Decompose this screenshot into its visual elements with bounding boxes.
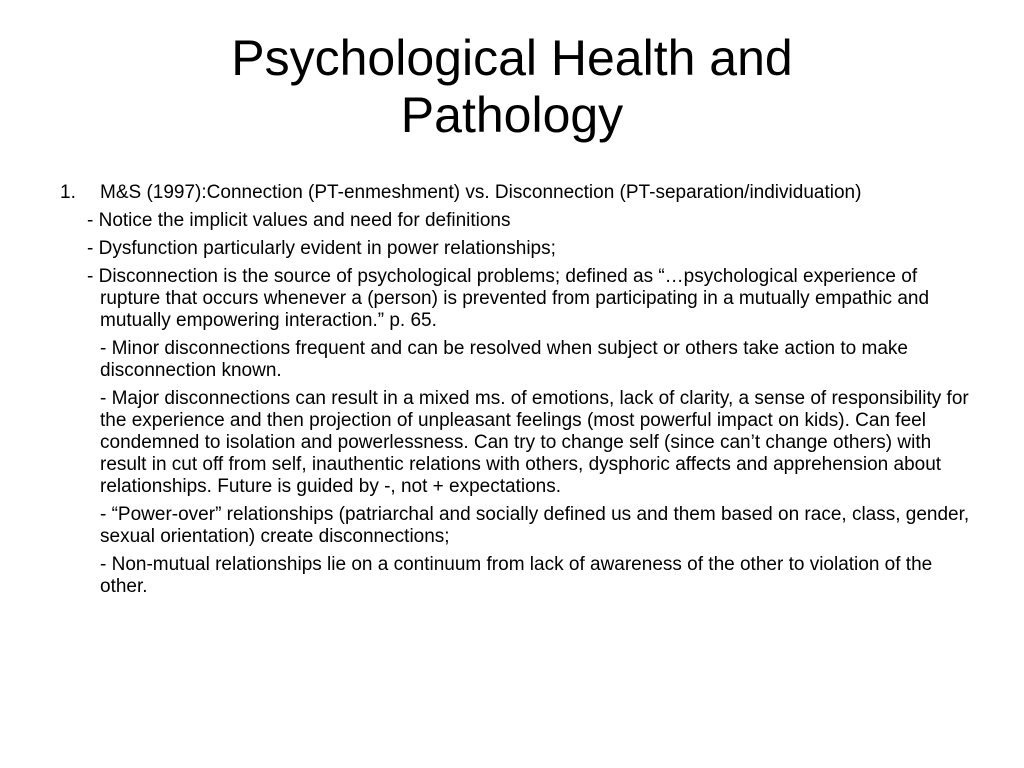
slide-title-line-2: Pathology (400, 87, 624, 143)
slide-title (0, 30, 1024, 144)
point-dysfunction-power: - Dysfunction particularly evident in power relationships; (87, 238, 556, 259)
subpoint-minor-disconnections: - Minor disconnections frequent and can be resolved when subject or others take action to make disconnection known. (100, 338, 908, 381)
subpoint-non-mutual: - Non-mutual relationships lie on a continuum from lack of awareness of the other to violation of the other. (100, 554, 933, 597)
list-item-text: M&S (1997):Connection (PT-enmeshment) vs. Disconnection (PT-separation/individuation) (100, 182, 862, 203)
list-item-1 (60, 182, 980, 204)
subpoint-power-over: - “Power-over” relationships (patriarchal and socially defined us and them based on race, class, gender, sexual orientation) create disconnections; (100, 504, 970, 547)
slide-body (60, 182, 980, 598)
slide-title-line-1: Psychological Health and (231, 30, 793, 86)
point-disconnection-source: - Disconnection is the source of psychological problems; defined as “…psychological experience of rupture that occurs whenever a (person) is prevented from participating in a mutually empathic and mutually empowering interaction.” p. 65. (87, 266, 930, 331)
subpoint-major-disconnections: - Major disconnections can result in a mixed ms. of emotions, lack of clarity, a sense of responsibility for the experience and then projection of unpleasant feelings (most powerful impact on kids). Can feel condemned to isolation and powerlessness. Can try to change self (since can’t change others) with result in cut off from self, inauthentic relations with others, dysphoric affects and apprehension about relationships. Future is guided by -, not + expectations. (100, 388, 969, 497)
point-implicit-values: - Notice the implicit values and need for definitions (87, 210, 511, 231)
list-number: 1. (60, 182, 76, 203)
